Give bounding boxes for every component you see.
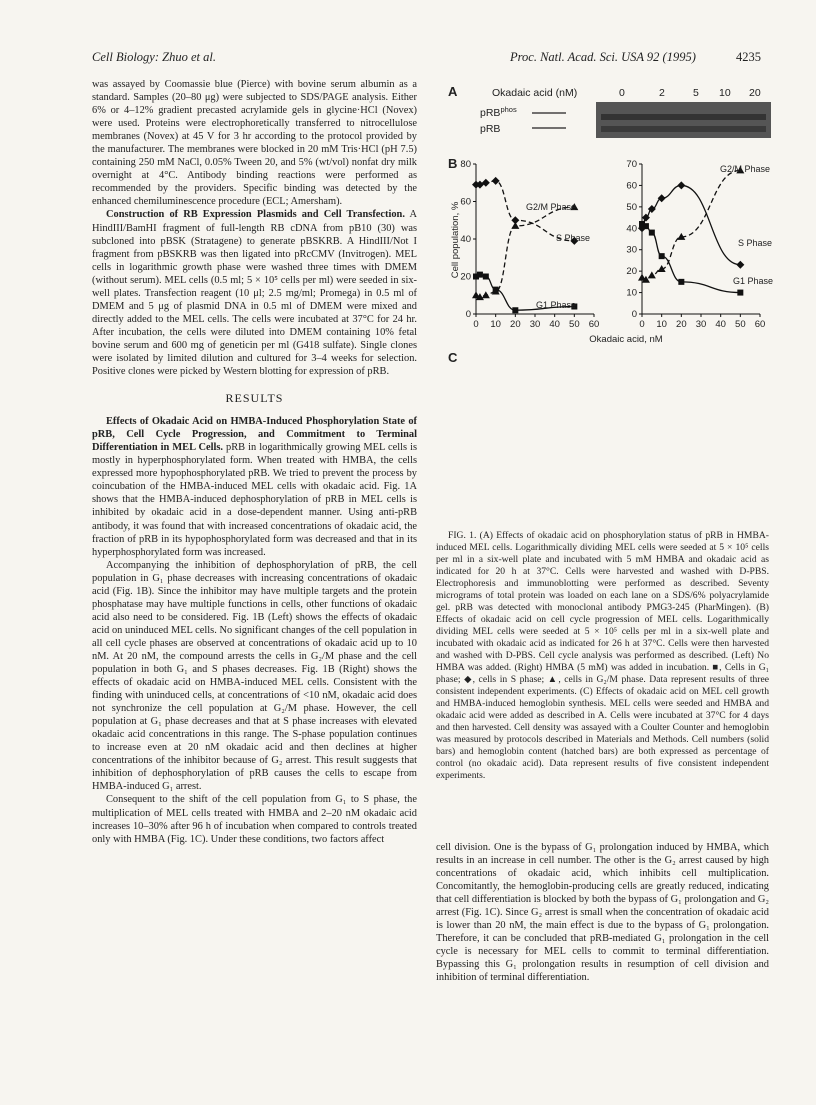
y-tick-label: 60	[626, 180, 637, 192]
y-tick-label: 20	[626, 266, 637, 278]
series-label: G1 Phase	[733, 276, 774, 286]
marker-square	[483, 274, 489, 280]
panel-a-title: Okadaic acid (nM)	[492, 87, 578, 99]
lane-label: 5	[693, 87, 699, 99]
methods-paragraph: was assayed by Coomassie blue (Pierce) with bovine serum albumin as a standard. Samples (20–80 μg) were subjected to SDS/PAGE analysis. Either 6% or 4–12% gradient precasted acrylamide gels in glycine·HCl (Novex) were used. Proteins were electrophoretically transferred to nitrocellulose membranes (Novex) at 45 V for 3 hr according to the protocol provided by the manufacturer. The membranes were blocked in 20 mM Tris·HCl (pH 7.5) containing 250 mM NaCl, 0.05% Tween 20, and 5% (wt/vol) nonfat dry milk overnight at 4°C. Antibody binding reactions were performed as recommended by the providers. Specific binding was detected by the enhanced chemiluminescence procedure (ECL; Amersham).	[92, 79, 417, 208]
marker-square	[659, 253, 665, 259]
x-tick-label: 40	[549, 319, 560, 330]
lane-label: 0	[619, 87, 625, 99]
y-tick-label: 70	[626, 159, 637, 170]
series-label: S Phase	[738, 238, 773, 248]
x-tick-label: 30	[695, 319, 707, 330]
panel-c-label: C	[448, 350, 458, 365]
page-number: 4235	[736, 50, 761, 64]
results-paragraph-2: Accompanying the inhibition of dephosphorylation of pRB, the cell population in G₁ phase decreases with increasing concentrations of okadaic acid (Fig. 1B). Since the inhibitor may have multiple targets and the protein phosphatase may have multiple functions in cells, other functions of okadaic acid also need to be considered. Fig. 1B (Left) shows the effects of okadaic acid on uninduced MEL cells. No significant changes of the cell population in all cell cycle phases are observed at concentrations of okadaic acid up to 10 nM. At 20 nM, the compound arrests the cells in G₂/M phase and the cell population in both G₁ and S phases decreases. Fig. 1B (Right) shows the effects of okadaic acid on HMBA-induced MEL cells. Consistent with the finding with uninduced cells, at concentrations of <10 nM, okadaic acid does not synchronize the cell population at G₂/M phase. However, the cell population at G₁ phase decreases and that at S phase increases with elevated okadaic acid concentrations in this range. The S-phase population continues to increase even at 20 nM okadaic acid and then declines at higher concentrations of the inhibitor because of G₂ arrest. This result suggests that inhibition of dephosphorylation of pRB causes the cells to escape from HMBA-induced G₁ arrest.	[92, 559, 417, 793]
y-tick-label: 10	[626, 287, 637, 299]
running-head-right: Proc. Natl. Acad. Sci. USA 92 (1995)	[510, 50, 696, 64]
marker-triangle	[511, 222, 519, 229]
series-line	[642, 170, 740, 279]
series-label: G2/M Phase	[720, 164, 771, 174]
transfection-heading: Construction of RB Expression Plasmids and Cell Transfection.	[106, 209, 405, 221]
y-tick-label: 60	[460, 196, 471, 208]
marker-square	[678, 279, 684, 285]
marker-diamond	[492, 177, 500, 185]
marker-triangle	[648, 271, 656, 278]
results-paragraph-3: Consequent to the shift of the cell population from G₁ to S phase, the multiplication of MEL cells treated with HMBA and 2–20 nM okadaic acid increases 10–30% after 96 h of incubation when compared to controls treated only with HMBA (Fig. 1C). Under these conditions, two factors affect	[92, 794, 417, 845]
panel-b-label: B	[448, 156, 458, 171]
lane-label: 20	[749, 87, 761, 99]
right-column	[436, 841, 769, 985]
lane-label: 10	[719, 87, 731, 99]
marker-square	[512, 307, 518, 313]
caption-text: FIG. 1. (A) Effects of okadaic acid on phosphorylation status of pRB in HMBA-induced MEL cells. Logarithmically dividing MEL cells were seeded at 5 × 10⁵ cells per ml in a six-well plate and incubated with 5 mM HMBA and okadaic acid as indicated for 20 h at 37°C. Cells were harvested and washed with D-PBS. Electrophoresis and immunoblotting were performed as described. Seventy micrograms of total protein was loaded on each lane on a SDS/6% polyacrylamide gel. pRB was detected with monoclonal antibody PMG3-245 (PharMingen). (B) Effects of okadaic acid on cell cycle progression of MEL cells. Logarithmically dividing MEL cells were seeded at 5 × 10⁵ cells per ml in a six-well plate and incubated with okadaic acid as indicated for 26 h at 37°C. Cells were then harvested and washed with D-PBS. Cell cycle analysis was performed as described. (Left) No HMBA was added. (Right) HMBA (5 mM) was added in incubation. ■, Cells in G₁ phase; ◆, cells in S phase; ▲, cells in G₂/M phase. Data represent results of three consistent independent experiments. (C) Effects of okadaic acid on MEL cell growth and HMBA-induced hemoglobin synthesis. MEL cells were seeded and HMBA and okadaic acid were added as described in A. Cells were incubated at 37°C for 4 days and then harvested. Cell density was assayed with a Coulter Counter and hemoglobin was measured by protocols described in Materials and Methods. Cell numbers (solid bars) and hemoglobin content (hatched bars) are both expressed as percentage of control (no okadaic acid). Data represent results of five consistent independent experiments.	[436, 530, 769, 781]
results-paragraph-1	[92, 415, 417, 559]
chart-b-right	[626, 159, 773, 330]
x-tick-label: 0	[639, 319, 645, 330]
running-head-left: Cell Biology: Zhuo et al.	[92, 50, 216, 64]
y-axis-label: Cell population, %	[450, 201, 461, 279]
band-label-phos: pRB$^{phos}$	[480, 105, 517, 119]
marker-square	[477, 272, 483, 278]
y-tick-label: 0	[465, 309, 471, 320]
x-tick-label: 60	[754, 319, 766, 330]
x-tick-label: 10	[490, 319, 501, 330]
x-axis-label: Okadaic acid, nM	[589, 334, 663, 345]
x-tick-label: 40	[715, 319, 726, 330]
y-tick-label: 30	[626, 244, 637, 256]
x-tick-label: 10	[656, 319, 667, 330]
y-tick-label: 0	[631, 309, 637, 320]
marker-square	[649, 230, 655, 236]
series-label: G2/M Phase	[526, 202, 577, 212]
marker-square	[737, 290, 743, 296]
x-tick-label: 50	[569, 319, 580, 330]
marker-diamond	[677, 181, 685, 189]
x-tick-label: 60	[588, 319, 600, 330]
results-heading: RESULTS	[225, 391, 284, 406]
transfection-paragraph	[92, 208, 417, 378]
x-tick-label: 0	[473, 319, 479, 330]
marker-triangle	[482, 291, 490, 298]
marker-diamond	[736, 261, 744, 269]
results-body-1: pRB in logarithmically growing MEL cells is mostly in hyperphosphorylated form. When treated with HMBA, the cells expressed more hypophosphorylated pRB. We tried to prevent the process by coincubation of the HMBA-induced MEL cells with okadaic acid. Fig. 1A shows that the HMBA-induced dephosphorylation of pRB in MEL cells is inhibited by okadaic acid in a dose-dependent manner. Using anti-pRB antibody, it was found that with increased concentrations of okadaic acid, the fraction of pRB in its hypophosphorylated form was decreased and that in its hyperphosphorylated form was increased.	[92, 442, 418, 558]
lane-label: 2	[659, 87, 665, 99]
y-tick-label: 40	[626, 223, 637, 235]
x-tick-label: 30	[529, 319, 541, 330]
marker-diamond	[482, 179, 490, 187]
x-tick-label: 20	[676, 319, 687, 330]
figure-caption	[436, 530, 769, 782]
x-tick-label: 20	[510, 319, 521, 330]
panel-a-lane-labels	[619, 87, 761, 99]
y-tick-label: 40	[460, 234, 471, 245]
left-column	[92, 78, 417, 846]
panel-a-label: A	[448, 84, 458, 99]
y-tick-label: 20	[460, 271, 471, 283]
transfection-body: A HindIII/BamHI fragment of full-length RB cDNA from pB10 (30) was subcloned into pBSK (Stratagene) to generate pBSKRB. A HindIII/Not I fragment from pBSKRB was then ligated into pRcCMV (Invitrogen). MEL cells in logarithmic growth phase were washed three times with DMEM (without serum). MEL cells (0.5 ml; 5 × 10⁵ cells per ml) were seeded in six-well plates. Transfection reagent (10 μl; 2.5 mg/ml; Promega) in 0.5 ml of DMEM and 5 μg of plasmid DNA in 0.5 ml of DMEM were mixed and directly added to the MEL cells. The cells were incubated at 37°C for 24 hr. After incubation, the cells were diluted into DMEM containing 10% fetal bovine serum and 600 mg of geneticin per ml (G418 sulfate). Single clones were isolated by limited dilution and cultured for 3–4 weeks for selection. Positive clones were picked by Western blotting for expression of pRB.	[92, 209, 418, 378]
band-label-prb: pRB	[480, 123, 501, 135]
y-tick-label: 50	[626, 201, 637, 213]
right-column-paragraph: cell division. One is the bypass of G₁ prolongation induced by HMBA, which results in an increase in cell number. The other is the G₂ arrest caused by high concentrations of okadaic acid, which inhibits cell multiplication. Concomitantly, the hemoglobin-producing cells are greatly reduced, indicating that cell differentiation is blocked by both the bypass of G₁ prolongation and G₂ arrest (Fig. 1C). Since G₂ arrest is small when the concentration of okadaic acid is lower than 20 nM, the main effect is due to the bypass of G₁ prolongation. Therefore, it can be concluded that pRB-mediated G₁ prolongation in the cell cycle is necessary for MEL cells to commit to terminal differentiation. Bypassing this G₁ prolongation results in resumption of cell division and inhibition of terminal differentiation.	[436, 842, 769, 984]
x-tick-label: 50	[735, 319, 746, 330]
series-label: S Phase	[556, 233, 591, 243]
figure-1	[436, 80, 776, 520]
y-tick-label: 80	[460, 159, 471, 170]
blot-band-upper	[601, 114, 766, 120]
results-subheading: Effects of Okadaic Acid on HMBA-Induced Phosphorylation State of pRB, Cell Cycle Progression, and Commitment to Terminal Differentiation in MEL Cells.	[92, 416, 417, 454]
blot-band-lower	[601, 126, 766, 132]
series-line	[642, 185, 740, 264]
series-label: G1 Phase	[536, 300, 577, 310]
